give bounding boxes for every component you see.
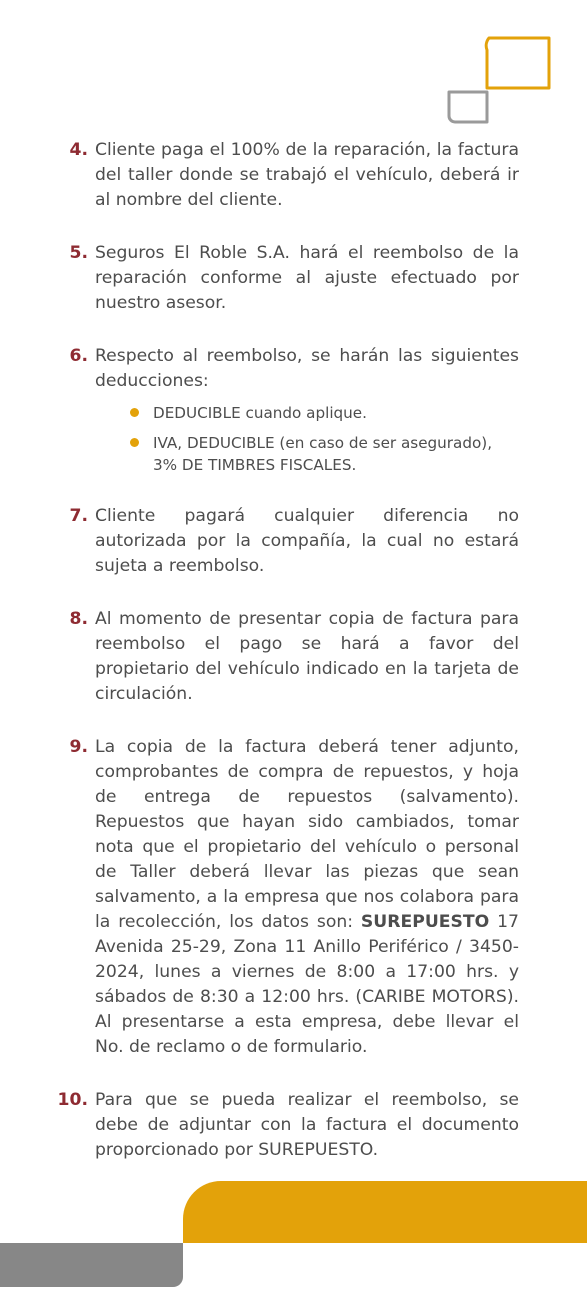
list-item [0, 735, 519, 1060]
item-text: Respecto al reembolso, se harán las siguientes deducciones: [95, 346, 519, 391]
item-text: Cliente paga el 100% de la reparación, la factura del taller donde se trabajó el vehículo, deberá ir al nombre del cliente. [95, 140, 519, 210]
gold-dot-icon [130, 438, 139, 447]
item-number: 4. [69, 140, 88, 160]
item-text-after: 17 Avenida 25-29, Zona 11 Anillo Periférico / 3450-2024, lunes a viernes de 8:00 a 17:00 hrs. y sábados de 8:30 a 12:00 hrs. (CARIBE MOTORS). Al presentarse a esta empresa, debe llevar el No. de reclamo o de formulario. [95, 912, 519, 1057]
footer-gray-bar [0, 1243, 183, 1287]
item-text: Seguros El Roble S.A. hará el reembolso de la reparación conforme al ajuste efectuado por nuestro asesor. [95, 243, 519, 313]
brand-name: SUREPUESTO [360, 912, 490, 932]
list-item [0, 241, 519, 316]
reimbursement-steps-list [0, 138, 587, 1191]
deduction-item [95, 402, 519, 424]
item-text-before: La copia de la factura deberá tener adjunto, comprobantes de compra de repuestos, y hoja de entrega de repuestos (salvamento). Repuestos que hayan sido cambiados, tomar nota que el propietario del vehículo o personal de Taller deberá llevar las piezas que sean salvamento, a la empresa que nos colabora para la recolección, los datos son: [95, 737, 519, 932]
item-number: 6. [69, 346, 88, 366]
item-number: 8. [69, 609, 88, 629]
list-item [0, 138, 519, 213]
item-number: 5. [69, 243, 88, 263]
deductions-list [95, 402, 519, 476]
deduction-text: IVA, DEDUCIBLE (en caso de ser asegurado), 3% DE TIMBRES FISCALES. [153, 434, 493, 474]
gold-dot-icon [130, 408, 139, 417]
list-item [0, 607, 519, 707]
item-text: Al momento de presentar copia de factura para reembolso el pago se hará a favor del propietario del vehículo indicado en la tarjeta de circulación. [95, 609, 519, 704]
list-item [0, 1088, 519, 1163]
list-item [0, 344, 519, 476]
list-item [0, 504, 519, 579]
deduction-text: DEDUCIBLE cuando aplique. [153, 404, 367, 422]
footer-gold-bar [183, 1181, 587, 1243]
item-number: 7. [69, 506, 88, 526]
interlocking-squares-icon [445, 36, 553, 126]
item-text: Para que se pueda realizar el reembolso, se debe de adjuntar con la factura el documento proporcionado por SUREPUESTO. [95, 1090, 519, 1160]
item-text: Cliente pagará cualquier diferencia no autorizada por la compañía, la cual no estará sujeta a reembolso. [95, 506, 519, 576]
item-number: 10. [57, 1090, 88, 1110]
item-number: 9. [69, 737, 88, 757]
deduction-item [95, 432, 519, 476]
